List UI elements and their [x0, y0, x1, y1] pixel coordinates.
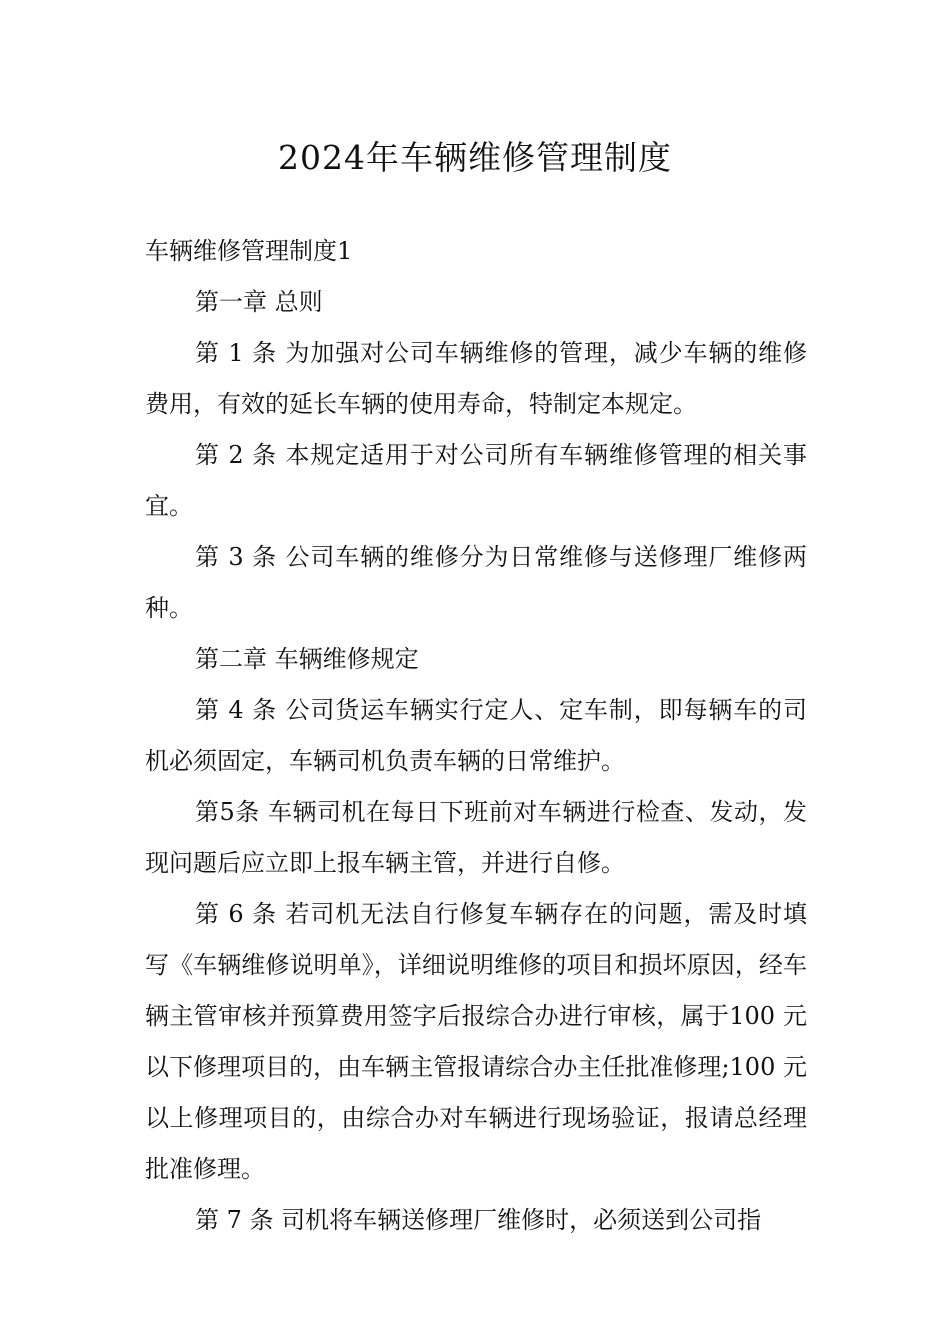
article-7: 第 7 条 司机将车辆送修理厂维修时，必须送到公司指 — [195, 1206, 762, 1234]
document-title: 2024年车辆维修管理制度 — [278, 138, 672, 177]
article-5: 第5条 车辆司机在每日下班前对车辆进行检查、发动，发现问题后应立即上报车辆主管，并进行自修。 — [145, 798, 807, 877]
document-body — [145, 226, 807, 1246]
article-3: 第 3 条 公司车辆的维修分为日常维修与送修理厂维修两种。 — [145, 543, 807, 622]
article-6: 第 6 条 若司机无法自行修复车辆存在的问题，需及时填写《车辆维修说明单》，详细说明维修的项目和损坏原因，经车辆主管审核并预算费用签字后报综合办进行审核，属于100 元以下修理项目的，由车辆主管报请综合办主任批准修理;100 元以上修理项目的，由综合办对车辆进行现场验证，报请总经理批准修理。 — [145, 900, 807, 1183]
chapter-2-heading: 第二章 车辆维修规定 — [195, 645, 419, 673]
article-4: 第 4 条 公司货运车辆实行定人、定车制，即每辆车的司机必须固定，车辆司机负责车辆的日常维护。 — [145, 696, 807, 775]
chapter-1-heading: 第一章 总则 — [195, 288, 323, 316]
article-2: 第 2 条 本规定适用于对公司所有车辆维修管理的相关事宜。 — [145, 441, 807, 520]
document-subtitle: 车辆维修管理制度1 — [145, 237, 353, 265]
article-1: 第 1 条 为加强对公司车辆维修的管理，减少车辆的维修费用，有效的延长车辆的使用寿命，特制定本规定。 — [145, 339, 807, 418]
